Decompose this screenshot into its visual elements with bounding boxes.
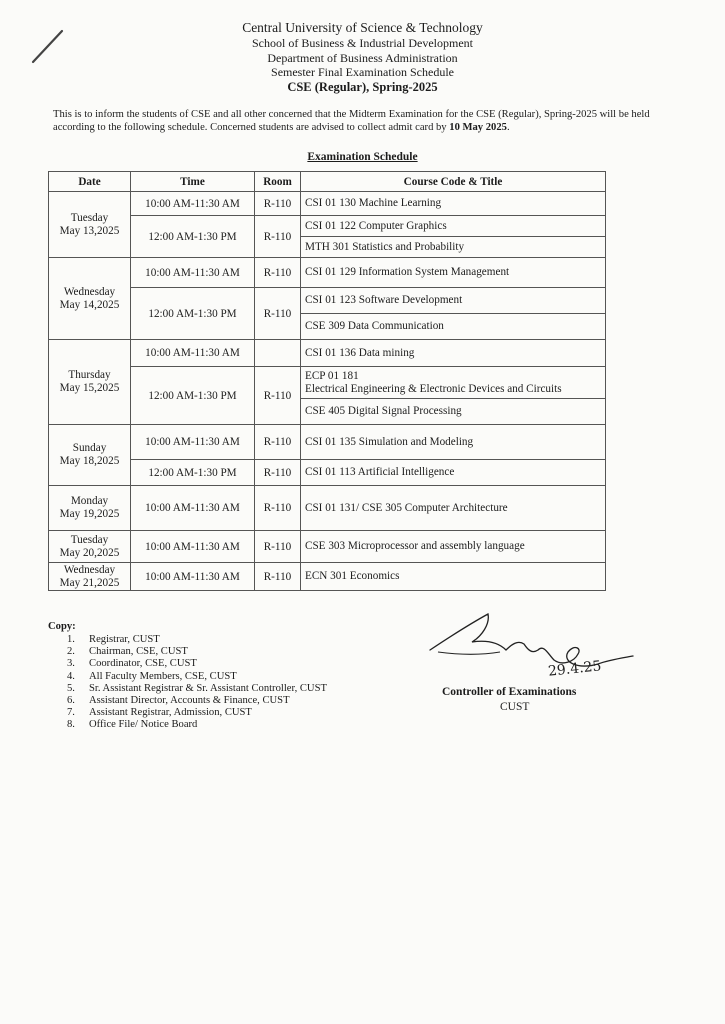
exam-room-cell — [255, 340, 301, 367]
copy-item-number: 1. — [67, 634, 75, 645]
course-cell: CSE 303 Microprocessor and assembly language — [301, 531, 606, 563]
table-row — [49, 192, 606, 216]
exam-room-cell: R-110 — [255, 367, 301, 425]
department-name: Department of Business Administration — [267, 50, 458, 65]
exam-time-cell: 12:00 AM-1:30 PM — [131, 460, 255, 486]
exam-time-cell: 10:00 AM-11:30 AM — [131, 192, 255, 216]
copy-item-number: 3. — [67, 658, 75, 670]
copy-item-text: All Faculty Members, CSE, CUST — [89, 670, 237, 682]
copy-distribution — [48, 621, 327, 732]
table-row — [49, 258, 606, 288]
university-name: Central University of Science & Technology — [242, 20, 483, 35]
copy-item-number: 2. — [67, 646, 75, 658]
signatory-org: CUST — [500, 701, 530, 713]
exam-room-cell: R-110 — [255, 216, 301, 258]
exam-room-cell: R-110 — [255, 192, 301, 216]
schedule-body — [49, 192, 606, 591]
copy-list-item — [48, 707, 327, 719]
exam-time-cell: 10:00 AM-11:30 AM — [131, 563, 255, 591]
table-row — [49, 288, 606, 314]
course-cell: CSI 01 122 Computer Graphics — [301, 216, 606, 237]
exam-room-cell: R-110 — [255, 258, 301, 288]
exam-room-cell: R-110 — [255, 288, 301, 340]
copy-item-number: 7. — [67, 707, 75, 719]
copy-item-text: Assistant Registrar, Admission, CUST — [89, 707, 252, 719]
course-cell: CSI 01 123 Software Development — [301, 288, 606, 314]
column-header-time: Time — [131, 172, 255, 192]
exam-room-cell: R-110 — [255, 425, 301, 460]
signatory-title: Controller of Examinations — [442, 686, 577, 698]
course-cell: CSE 309 Data Communication — [301, 314, 606, 340]
course-cell: CSI 01 131/ CSE 305 Computer Architecture — [301, 486, 606, 531]
copy-label: Copy: — [48, 621, 76, 632]
controller-signature — [428, 610, 658, 690]
copy-item-text: Coordinator, CSE, CUST — [89, 658, 197, 670]
schedule-title: Examination Schedule — [307, 151, 418, 163]
document-header — [0, 20, 725, 94]
column-header-date: Date — [49, 172, 131, 192]
school-name: School of Business & Industrial Development — [252, 36, 473, 50]
exam-room-cell: R-110 — [255, 563, 301, 591]
exam-room-cell: R-110 — [255, 486, 301, 531]
course-cell: ECP 01 181 Electrical Engineering & Electronic Devices and Circuits — [301, 367, 606, 399]
exam-day: Wednesday — [63, 563, 116, 576]
exam-date: May 15,2025 — [59, 382, 120, 394]
copy-list — [48, 634, 327, 732]
notice-paragraph — [53, 109, 663, 134]
exam-room-cell: R-110 — [255, 460, 301, 486]
exam-date-cell — [49, 486, 131, 531]
copy-item-text: Chairman, CSE, CUST — [89, 646, 188, 658]
copy-list-item — [48, 671, 327, 683]
course-cell: MTH 301 Statistics and Probability — [301, 237, 606, 258]
copy-list-item — [48, 719, 327, 731]
table-row — [49, 563, 606, 591]
exam-time-cell: 12:00 AM-1:30 PM — [131, 216, 255, 258]
table-row — [49, 531, 606, 563]
table-row — [49, 216, 606, 237]
copy-list-item — [48, 658, 327, 670]
copy-item-number: 4. — [67, 670, 75, 682]
program-name: CSE (Regular), Spring-2025 — [287, 79, 438, 94]
exam-day: Sunday — [72, 442, 107, 454]
exam-date-cell — [49, 340, 131, 425]
course-cell: CSE 405 Digital Signal Processing — [301, 399, 606, 425]
copy-item-number: 6. — [67, 695, 75, 707]
notice-text: This is to inform the students of CSE and all other concerned that the Midterm Examination for the CSE (Regular), Spring-2025 will be held according to the following schedule. Concerned students are advised to collect admit card by — [53, 109, 650, 133]
copy-list-item — [48, 695, 327, 707]
exam-date: May 13,2025 — [59, 224, 120, 237]
exam-date: May 21,2025 — [59, 576, 120, 589]
table-row — [49, 340, 606, 367]
copy-item-text: Office File/ Notice Board — [89, 719, 198, 731]
course-cell: CSI 01 135 Simulation and Modeling — [301, 425, 606, 460]
exam-room-cell: R-110 — [255, 531, 301, 563]
copy-item-text: Sr. Assistant Registrar & Sr. Assistant Controller, CUST — [89, 682, 327, 694]
exam-time-cell: 10:00 AM-11:30 AM — [131, 258, 255, 288]
exam-day: Tuesday — [70, 211, 109, 224]
exam-time-cell: 10:00 AM-11:30 AM — [131, 425, 255, 460]
exam-date-cell — [49, 258, 131, 340]
exam-date: May 19,2025 — [59, 508, 120, 520]
copy-item-number: 8. — [67, 719, 75, 731]
exam-date-cell — [49, 192, 131, 258]
course-cell: CSI 01 136 Data mining — [301, 340, 606, 367]
exam-time-cell: 10:00 AM-11:30 AM — [131, 486, 255, 531]
copy-list-item — [48, 683, 327, 695]
copy-list-item — [48, 634, 327, 646]
table-header-row — [49, 172, 606, 192]
course-cell: CSI 01 129 Information System Management — [301, 258, 606, 288]
exam-day: Monday — [70, 495, 109, 507]
notice-end: . — [506, 121, 510, 133]
copy-item-text: Assistant Director, Accounts & Finance, CUST — [89, 695, 290, 707]
exam-time-cell: 10:00 AM-11:30 AM — [131, 531, 255, 563]
exam-day: Wednesday — [63, 285, 116, 298]
table-row — [49, 460, 606, 486]
notice-deadline: 10 May 2025 — [449, 121, 507, 133]
course-cell: CSI 01 130 Machine Learning — [301, 192, 606, 216]
exam-day: Thursday — [68, 369, 111, 381]
column-header-room: Room — [255, 172, 301, 192]
exam-date-cell — [49, 531, 131, 563]
exam-time-cell: 12:00 AM-1:30 PM — [131, 288, 255, 340]
column-header-course: Course Code & Title — [301, 172, 606, 192]
table-row — [49, 486, 606, 531]
course-cell: CSI 01 113 Artificial Intelligence — [301, 460, 606, 486]
table-row — [49, 367, 606, 399]
table-row — [49, 425, 606, 460]
exam-day: Tuesday — [70, 533, 109, 546]
exam-date: May 20,2025 — [59, 546, 120, 559]
exam-time-cell: 12:00 AM-1:30 PM — [131, 367, 255, 425]
course-cell: ECN 301 Economics — [301, 563, 606, 591]
copy-list-item — [48, 646, 327, 658]
signature-date: 29.4.25 — [547, 658, 603, 680]
copy-item-number: 5. — [67, 682, 75, 694]
exam-date: May 18,2025 — [59, 455, 120, 467]
copy-item-text: Registrar, CUST — [89, 634, 160, 645]
schedule-name: Semester Final Examination Schedule — [271, 65, 454, 79]
exam-schedule-table — [48, 171, 606, 591]
exam-date-cell — [49, 425, 131, 486]
exam-time-cell: 10:00 AM-11:30 AM — [131, 340, 255, 367]
exam-date-cell — [49, 563, 131, 591]
exam-date: May 14,2025 — [59, 298, 120, 311]
